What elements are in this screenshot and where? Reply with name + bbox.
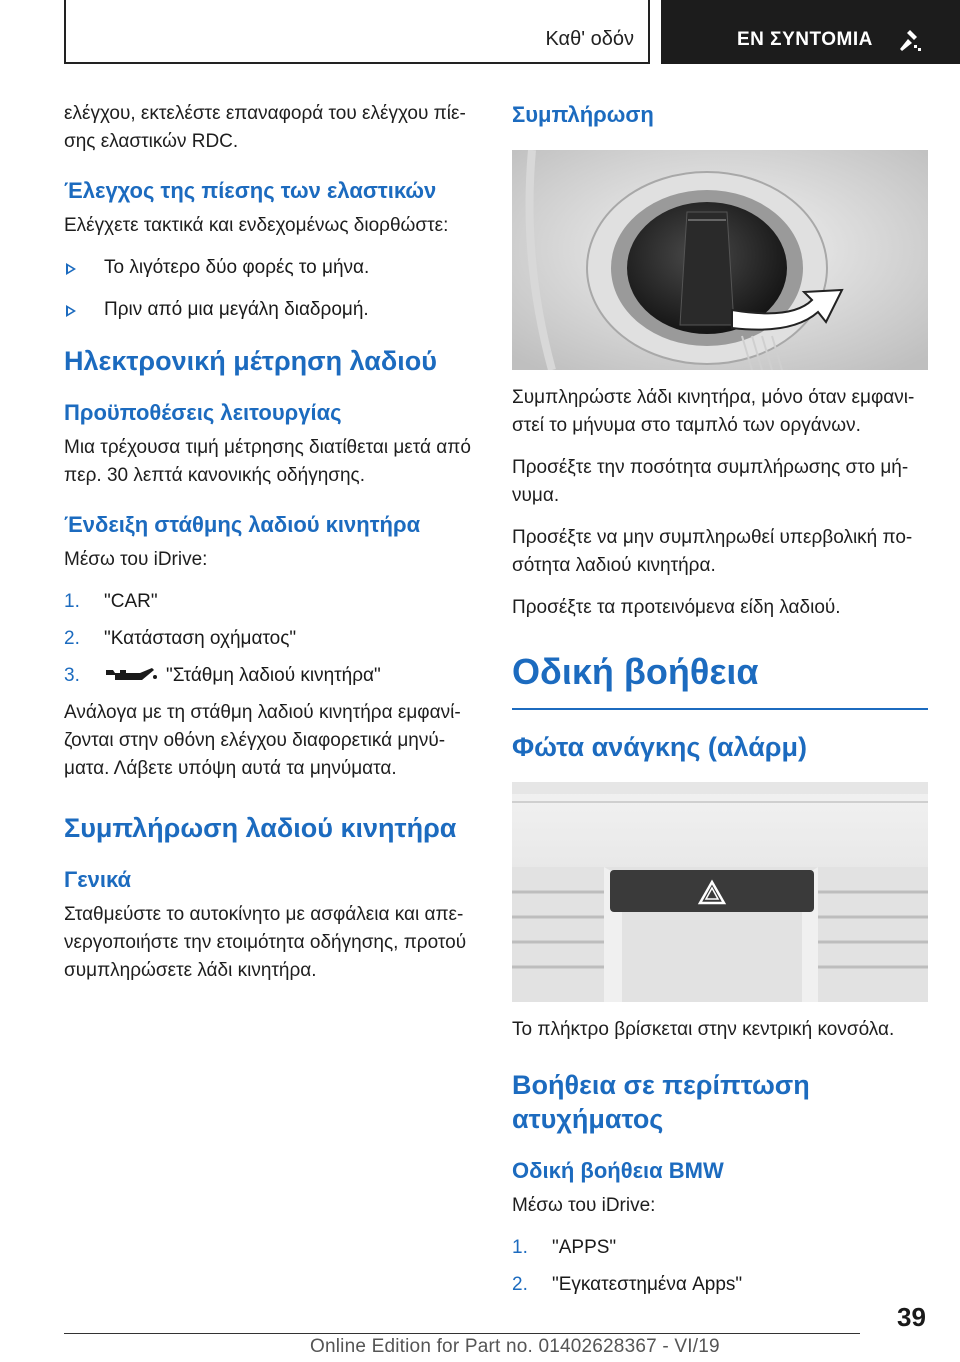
intro-text: ελέγχου, εκτελέστε επαναφορά του ελέγχου πίεσης ελαστικών RDC. <box>64 103 466 152</box>
fill-heading: Συμπλήρωση <box>512 102 654 127</box>
oil-level-steps <box>64 588 474 690</box>
footer-divider <box>64 1333 860 1334</box>
oil-level-heading: Ένδειξη στάθμης λαδιού κινητήρα <box>64 512 421 537</box>
chapter-label: ΕΝ ΣΥΝΤΟΜΙΑ <box>737 29 873 50</box>
bullet-triangle-icon <box>66 263 76 275</box>
list-item: 1. "APPS" <box>512 1237 617 1258</box>
bullet-triangle-icon <box>66 305 76 317</box>
hazard-button-photo <box>512 782 928 1002</box>
fill-text-4: Προσέξτε τα προτεινόμενα είδη λαδιού. <box>512 597 841 618</box>
header-chapter-tab <box>661 0 960 64</box>
bmw-roadside-heading: Οδική βοήθεια BMW <box>512 1158 724 1183</box>
oil-can-icon <box>104 664 158 684</box>
list-item: 2. "Εγκατεστημένα Apps" <box>512 1274 743 1295</box>
topping-up-heading: Συμπλήρωση λαδιού κινητήρα <box>64 813 457 843</box>
edition-text: Online Edition for Part no. 01402628367 - VI/19 <box>310 1336 720 1357</box>
fill-text-1: Συμπληρώστε λάδι κινητήρα, μόνο όταν εμφανιστεί το μήνυμα στο ταμπλό των οργάνων. <box>512 387 915 436</box>
idrive-via-text: Μέσω του iDrive: <box>64 549 208 570</box>
list-item: 3. "Στάθμη λαδιού κινητήρα" <box>64 665 381 686</box>
fill-text-2: Προσέξτε την ποσότητα συμπλήρωσης στο μήνυμα. <box>512 457 909 506</box>
quick-reference-icon <box>897 28 923 54</box>
accident-help-heading: Βοήθεια σε περίπτωση ατυχήματος <box>512 1070 810 1134</box>
hazard-text: Το πλήκτρο βρίσκεται στην κεντρική κονσόλα. <box>512 1019 895 1040</box>
list-item: 1. "CAR" <box>64 591 158 612</box>
list-item: 2. "Κατάσταση οχήματος" <box>64 628 297 649</box>
prereq-text: Μια τρέχουσα τιμή μέτρησης διατίθεται μετά από περ. 30 λεπτά κανονικής οδήγησης. <box>64 437 471 486</box>
tire-check-heading: Έλεγχος της πίεσης των ελαστικών <box>64 178 437 203</box>
hazard-lights-heading: Φώτα ανάγκης (αλάρμ) <box>512 732 808 762</box>
page-number: 39 <box>897 1302 926 1332</box>
section-label: Καθ' οδόν <box>545 28 634 50</box>
list-item: Πριν από μια μεγάλη διαδρομή. <box>64 296 474 324</box>
left-column <box>64 100 474 999</box>
roadside-assistance-heading: Οδική βοήθεια <box>512 650 928 710</box>
general-text: Σταθμεύστε το αυτοκίνητο με ασφάλεια και απενεργοποιήστε την ετοιμότητα οδήγησης, προτού συμπληρώσετε λάδι κινητήρα. <box>64 904 467 981</box>
electronic-oil-heading: Ηλεκτρονική μέτρηση λαδιού <box>64 346 437 376</box>
right-column <box>512 100 928 1308</box>
general-heading: Γενικά <box>64 867 132 892</box>
header-section-tab <box>64 0 650 64</box>
tire-check-list <box>64 254 474 324</box>
prereq-heading: Προϋποθέσεις λειτουργίας <box>64 400 342 425</box>
bmw-roadside-steps <box>512 1234 928 1299</box>
oil-filler-cap-photo <box>512 150 928 370</box>
tire-check-text: Ελέγχετε τακτικά και ενδεχομένως διορθώστε: <box>64 215 449 236</box>
idrive-via-text-right: Μέσω του iDrive: <box>512 1195 656 1216</box>
list-item: Το λιγότερο δύο φορές το μήνα. <box>64 254 474 282</box>
fill-text-3: Προσέξτε να μην συμπληρωθεί υπερβολική ποσότητα λαδιού κινητήρα. <box>512 527 913 576</box>
oil-message-text: Ανάλογα με τη στάθμη λαδιού κινητήρα εμφανίζονται στην οθόνη ελέγχου διαφορετικά μηνύματα. Λάβετε υπόψη αυτά τα μηνύματα. <box>64 702 461 779</box>
